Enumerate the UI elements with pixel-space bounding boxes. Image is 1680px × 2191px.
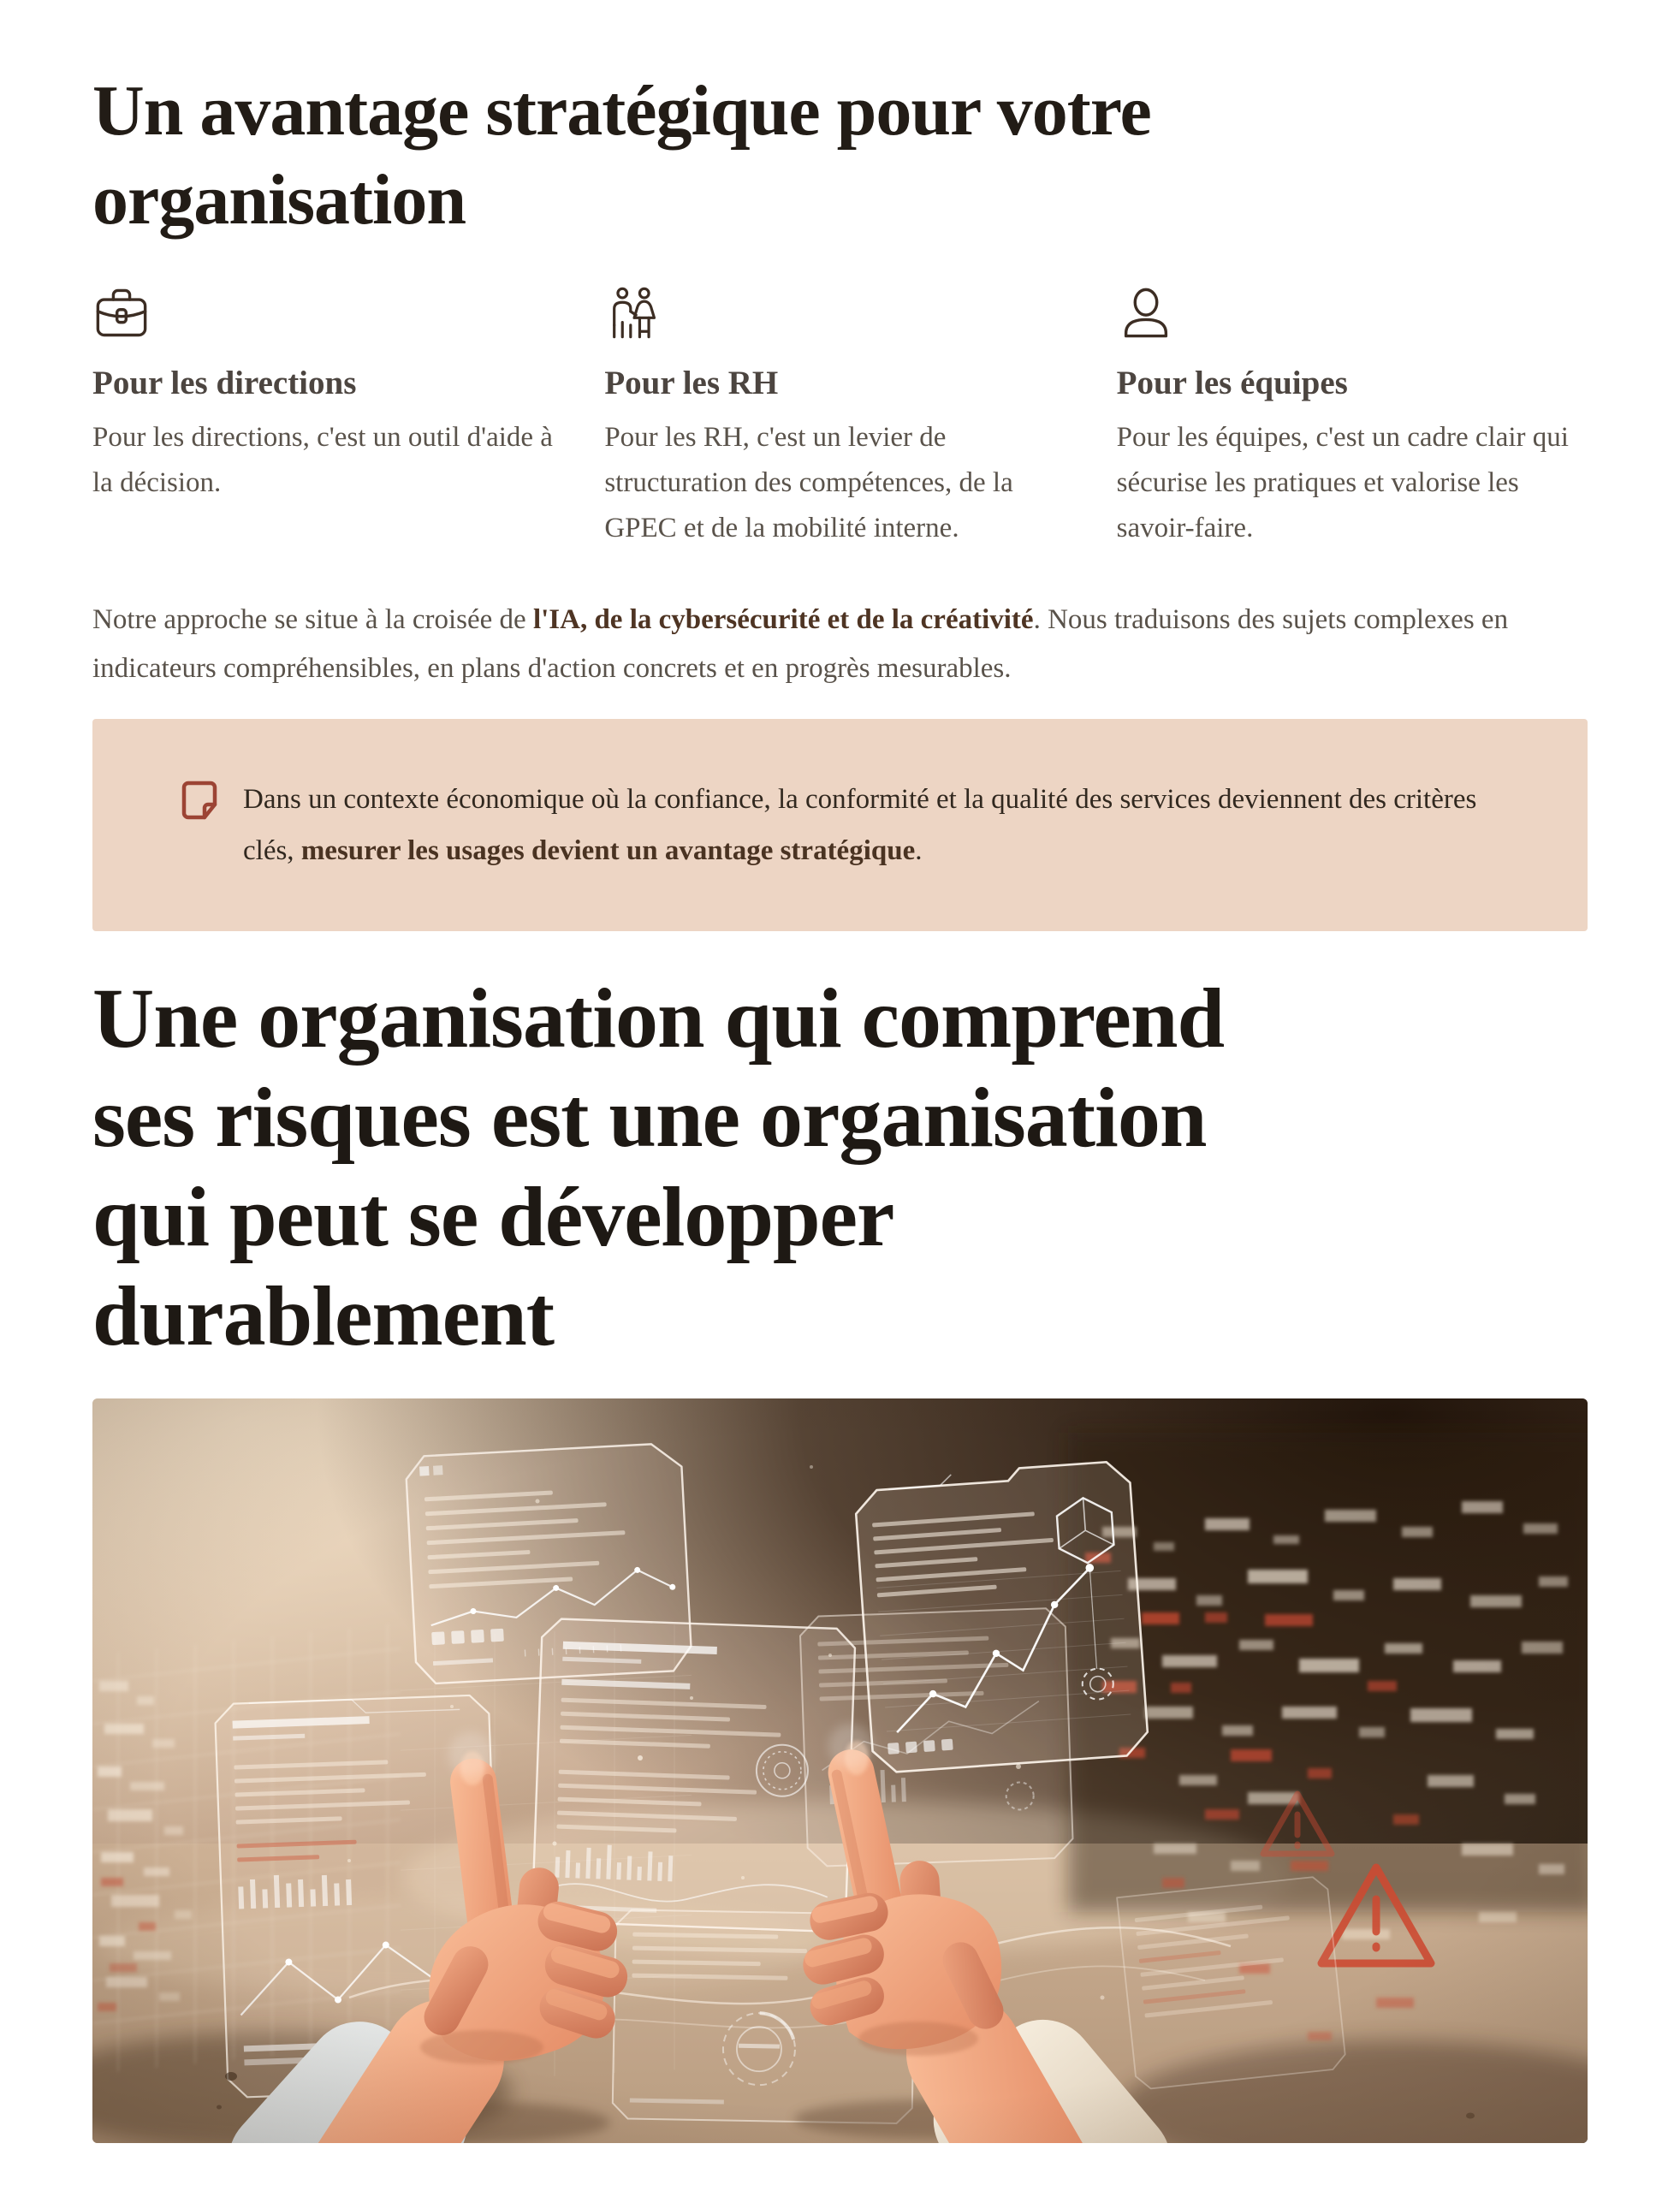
page-title-line: durablement [92, 1268, 554, 1363]
audience-card-body: Pour les RH, c'est un levier de structuration des compétences, de la GPEC et de la mobilité interne. [604, 422, 1013, 543]
audience-card-directions [92, 284, 563, 551]
approach-text: . Nous traduisons des sujets complexes en indicateurs compréhensibles, en plans d'action concrets et en progrès mesurables. [92, 604, 1509, 684]
hero-illustration [92, 1398, 1588, 2143]
people-icon [604, 284, 662, 342]
audience-card-body: Pour les directions, c'est un outil d'aide à la décision. [92, 422, 553, 498]
page-title-line: ses risques est une organisation [92, 1070, 1207, 1165]
note-icon [181, 781, 217, 820]
audience-card-title: Pour les RH [604, 365, 779, 401]
approach-text: Notre approche se situe à la croisée de [92, 604, 533, 635]
audience-card-title: Pour les équipes [1116, 365, 1348, 401]
person-icon [1117, 284, 1175, 342]
page-title-line: Une organisation qui comprend [92, 971, 1225, 1066]
page-title-line: qui peut se développer [92, 1169, 894, 1264]
audience-columns [92, 284, 1588, 551]
risks-section [92, 969, 1588, 2143]
audience-card-rh [604, 284, 1075, 551]
audience-card-equipes [1117, 284, 1588, 551]
audience-card-body: Pour les équipes, c'est un cadre clair qui sécurise les pratiques et valorise les savoir-faire. [1116, 422, 1569, 543]
audience-card-title: Pour les directions [92, 365, 357, 401]
page [92, 0, 1588, 2143]
section-heading-line: Un avantage stratégique pour votre [92, 71, 1151, 151]
page-title [92, 969, 1588, 1366]
section-heading [92, 0, 1588, 245]
approach-highlight: l'IA, de la cybersécurité et de la créativité [532, 604, 1034, 635]
callout [92, 719, 1588, 931]
advantages-section [92, 0, 1588, 931]
section-heading-line: organisation [92, 160, 466, 240]
approach-paragraph [92, 596, 1588, 693]
briefcase-icon [92, 284, 151, 342]
callout-text: Dans un contexte économique où la confiance, la conformité et la qualité des services deviennent des critères clés, mesurer les usages devient un avantage stratégique. [243, 784, 1477, 866]
